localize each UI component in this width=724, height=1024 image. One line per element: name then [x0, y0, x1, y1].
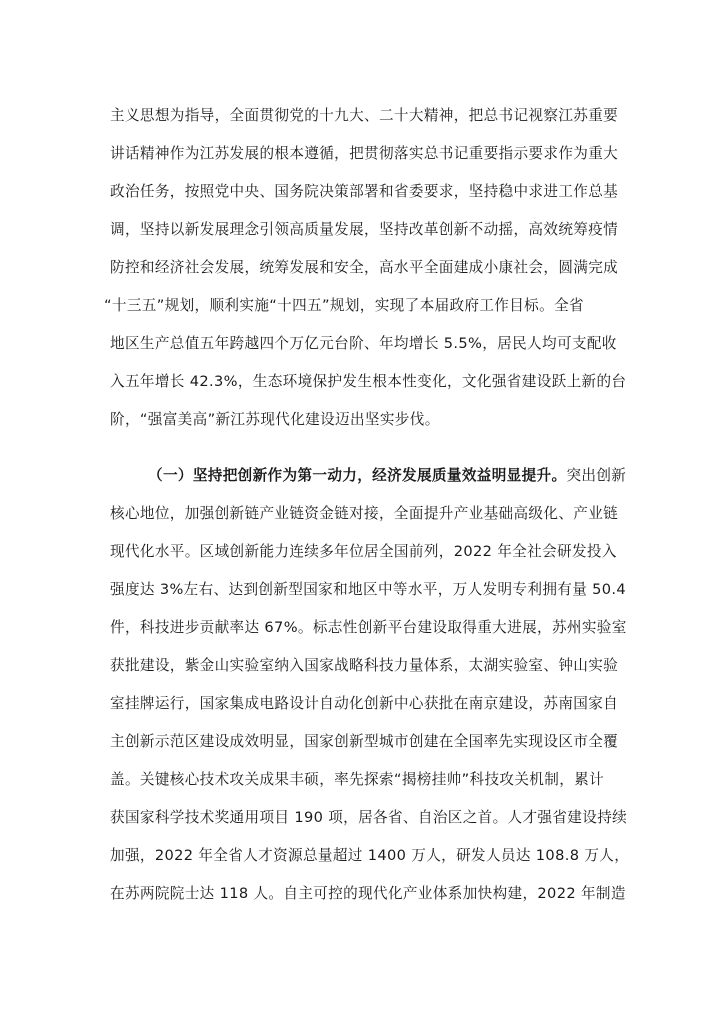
text-line: 强度达 3%左右、达到创新型国家和地区中等水平，万人发明专利拥有量 50.4 — [110, 581, 627, 598]
section-text: 突出创新 — [566, 467, 627, 484]
text-line: 在苏两院院士达 118 人。自主可控的现代化产业体系加快构建，2022 年制造 — [110, 885, 626, 902]
text-line: 室挂牌运行，国家集成电路设计自动化创新中心获批在南京建设，苏南国家自 — [110, 695, 619, 712]
text-line: 调，坚持以新发展理念引领高质量发展，坚持改革创新不动摇，高效统筹疫情 — [110, 221, 619, 238]
text-line: 盖。关键核心技术攻关成果丰硕，率先探索“揭榜挂帅”科技攻关机制，累计 — [110, 771, 605, 788]
text-line: 获批建设，紫金山实验室纳入国家战略科技力量体系，太湖实验室、钟山实验 — [110, 657, 619, 674]
text-line: “十三五”规划，顺利实施“十四五”规划，实现了本届政府工作目标。全省 — [104, 297, 584, 314]
text-line: 阶，“强富美高”新江苏现代化建设迈出坚实步伐。 — [110, 411, 440, 428]
text-line: 讲话精神作为江苏发展的根本遵循，把贯彻落实总书记重要指示要求作为重大 — [110, 145, 619, 162]
text-line: 政治任务，按照党中央、国务院决策部署和省委要求，坚持稳中求进工作总基 — [110, 183, 619, 200]
section-first-line — [148, 466, 627, 486]
text-line: 件，科技进步贡献率达 67%。标志性创新平台建设取得重大进展，苏州实验室 — [110, 619, 627, 636]
text-line: 主义思想为指导，全面贯彻党的十九大、二十大精神，把总书记视察江苏重要 — [110, 107, 619, 124]
text-line: 防控和经济社会发展，统筹发展和安全，高水平全面建成小康社会，圆满完成 — [110, 259, 619, 276]
text-line: 加强，2022 年全省人才资源总量超过 1400 万人，研发人员达 108.8 万人， — [110, 847, 630, 864]
text-line: 核心地位，加强创新链产业链资金链对接，全面提升产业基础高级化、产业链 — [110, 505, 619, 522]
text-line: 现代化水平。区域创新能力连续多年位居全国前列，2022 年全社会研发投入 — [110, 543, 617, 560]
text-line: 主创新示范区建设成效明显，国家创新型城市创建在全国率先实现设区市全覆 — [110, 733, 619, 750]
text-line: 地区生产总值五年跨越四个万亿元台阶、年均增长 5.5%，居民人均可支配收 — [110, 335, 617, 352]
text-line: 获国家科学技术奖通用项目 190 项，居各省、自治区之首。人才强省建设持续 — [110, 809, 628, 826]
section-heading: （一）坚持把创新作为第一动力，经济发展质量效益明显提升。 — [148, 467, 567, 484]
text-line: 入五年增长 42.3%，生态环境保护发生根本性变化，文化强省建设跃上新的台 — [110, 373, 627, 390]
